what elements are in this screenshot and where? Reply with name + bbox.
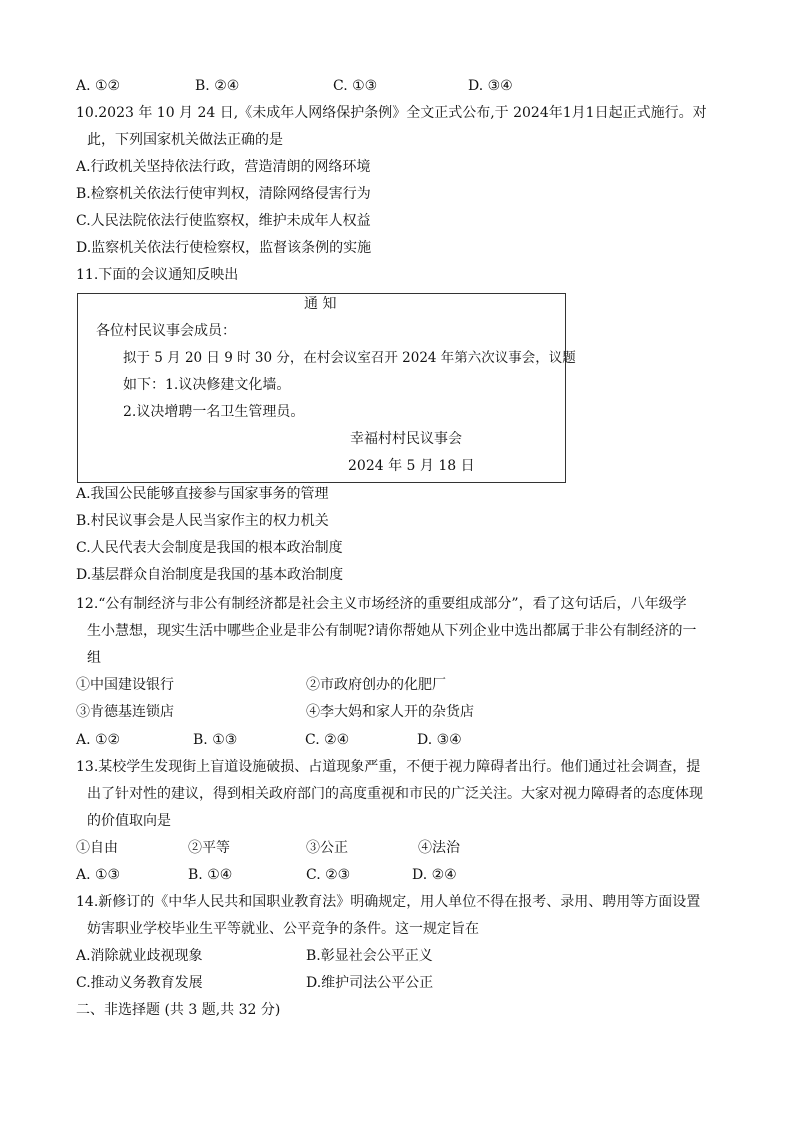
q13-stem-line2: 出了针对性的建议，得到相关政府部门的高度重视和市民的广泛关注。大家对视力障碍者的态度体现 (87, 786, 703, 802)
q9-option-b: B. ②④ (195, 78, 240, 94)
q12-stem-line2: 生小慧想，现实生活中哪些企业是非公有制呢?请你帮她从下列企业中选出都属于非公有制经济的一 (87, 623, 697, 639)
section-heading: 二、非选择题 (共 3 题,共 32 分) (76, 1002, 281, 1018)
q10-option-c: C.人民法院依法行使监察权，维护未成年人权益 (76, 213, 371, 229)
q13-item-4: ④法治 (418, 840, 460, 856)
q14-option-d: D.维护司法公平公正 (306, 975, 434, 991)
q13-stem-line1: 13.某校学生发现街上盲道设施破损、占道现象严重，不便于视力障碍者出行。他们通过社会调查，提 (76, 759, 701, 775)
notice-body-line3: 2.议决增聘一名卫生管理员。 (123, 404, 305, 420)
q13-option-a: A. ①③ (76, 867, 121, 883)
q12-item-4: ④李大妈和家人开的杂货店 (306, 704, 474, 720)
q13-option-b: B. ①④ (188, 867, 233, 883)
q12-stem-line3: 组 (87, 650, 101, 666)
q11-option-c: C.人民代表大会制度是我国的根本政治制度 (76, 540, 343, 556)
q11-option-d: D.基层群众自治制度是我国的基本政治制度 (76, 567, 344, 583)
q10-stem-line2: 此，下列国家机关做法正确的是 (87, 132, 283, 148)
q12-stem-line1: 12.“公有制经济与非公有制经济都是社会主义市场经济的重要组成部分”，看了这句话后，八年级学 (76, 596, 687, 612)
q13-item-3: ③公正 (306, 840, 348, 856)
q11-option-b: B.村民议事会是人民当家作主的权力机关 (76, 513, 329, 529)
q13-item-2: ②平等 (188, 840, 230, 856)
q11-stem: 11.下面的会议通知反映出 (76, 267, 239, 283)
q12-item-3: ③肯德基连锁店 (76, 704, 174, 720)
notice-title: 通 知 (304, 296, 337, 312)
q9-option-d: D. ③④ (468, 78, 513, 94)
q12-option-b: B. ①③ (193, 732, 238, 748)
q12-option-d: D. ③④ (417, 732, 462, 748)
notice-body-line2: 如下：1.议决修建文化墙。 (123, 377, 291, 393)
notice-date: 2024 年 5 月 18 日 (348, 458, 475, 474)
q13-item-1: ①自由 (76, 840, 118, 856)
q14-option-b: B.彰显社会公平正义 (306, 948, 433, 964)
q13-option-d: D. ②④ (412, 867, 457, 883)
q12-option-a: A. ①② (76, 732, 121, 748)
q9-option-c: C. ①③ (333, 78, 378, 94)
notice-salutation: 各位村民议事会成员： (96, 323, 236, 339)
q12-item-2: ②市政府创办的化肥厂 (306, 677, 446, 693)
q10-stem-line1: 10.2023 年 10 月 24 日,《未成年人网络保护条例》全文正式公布,于 2024年1月1日起正式施行。对 (76, 105, 707, 121)
q9-option-a: A. ①② (76, 78, 121, 94)
notice-signer: 幸福村村民议事会 (350, 431, 462, 447)
q10-option-a: A.行政机关坚持依法行政，营造清朗的网络环境 (76, 159, 371, 175)
q13-stem-line3: 的价值取向是 (87, 813, 171, 829)
q12-item-1: ①中国建设银行 (76, 677, 174, 693)
q10-option-d: D.监察机关依法行使检察权，监督该条例的实施 (76, 240, 372, 256)
q11-option-a: A.我国公民能够直接参与国家事务的管理 (76, 486, 329, 502)
q14-stem-line2: 妨害职业学校毕业生平等就业、公平竞争的条件。这一规定旨在 (87, 921, 479, 937)
q10-option-b: B.检察机关依法行使审判权，清除网络侵害行为 (76, 186, 371, 202)
q12-option-c: C. ②④ (305, 732, 350, 748)
q14-option-c: C.推动义务教育发展 (76, 975, 203, 991)
q13-option-c: C. ②③ (306, 867, 351, 883)
meeting-notice-box (77, 293, 576, 483)
q14-option-a: A.消除就业歧视现象 (76, 948, 203, 964)
notice-body-line1: 拟于 5 月 20 日 9 时 30 分，在村会议室召开 2024 年第六次议事会，议题 (123, 350, 576, 366)
q14-stem-line1: 14.新修订的《中华人民共和国职业教育法》明确规定，用人单位不得在报考、录用、聘用等方面设置 (76, 894, 701, 910)
